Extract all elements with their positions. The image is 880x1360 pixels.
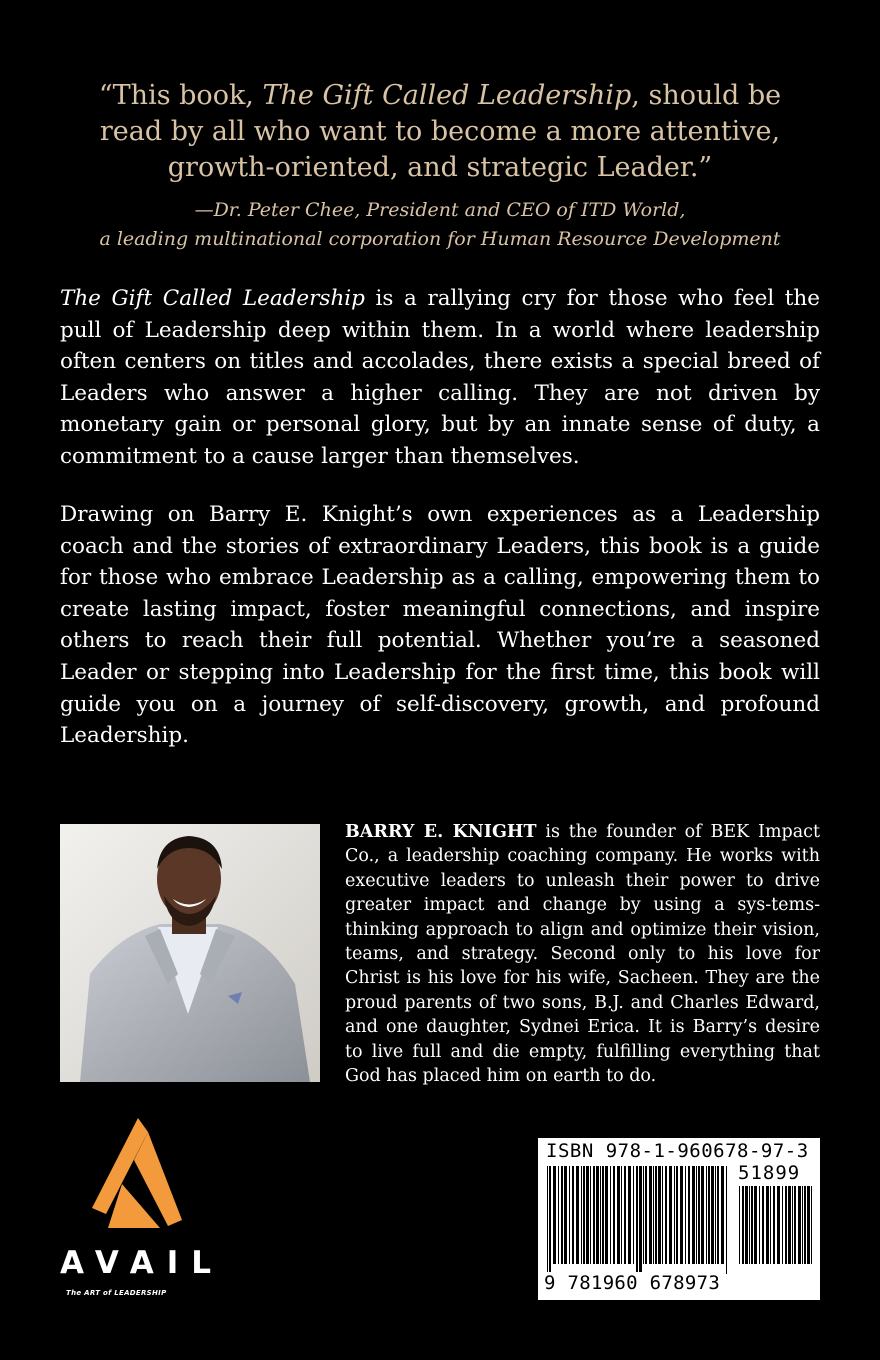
paragraph-text: is a rallying cry for those who feel the pull of Leadership deep within them. In a world where leadership often centers on titles and accolades, there exists a special breed of Leaders who answer a higher calling. They are not driven by monetary gain or personal glory, but by an innate sense of duty, a commitment to a cause larger than themselves. — [60, 286, 820, 469]
barcode-digits: 9 781960 678973 — [544, 1272, 721, 1294]
isbn-barcode — [538, 1138, 820, 1300]
price-code: 51899 — [738, 1162, 801, 1184]
book-title: The Gift Called Leadership — [60, 286, 365, 311]
quote-text: , should be — [631, 80, 782, 111]
quote-book-title: The Gift Called Leadership — [262, 80, 632, 111]
author-bio — [345, 820, 820, 1088]
bio-text: is the founder of BEK Impact Co., a leadership coaching company. He works with executive leaders to unleash their power to drive greater impact and change by using a sys-tems-thinking approach to align and optimize their vision, teams, and strategy. Second only to his love for Christ is his love for his wife, Sacheen. They are the proud parents of two sons, B.J. and Charles Edward, and one daughter, Sydnei Erica. It is Barry’s desire to live full and die empty, fulfilling everything that God has placed him on earth to do. — [345, 822, 821, 1087]
addon-barcode-bars — [738, 1186, 814, 1274]
quote-attribution — [40, 196, 840, 254]
author-photo — [60, 824, 320, 1082]
attribution-line: a leading multinational corporation for Human Resource Development — [99, 228, 781, 250]
ean-barcode-bars — [546, 1166, 731, 1274]
quote-text: growth-oriented, and strategic Leader.” — [167, 152, 713, 183]
description-paragraph-1 — [60, 283, 820, 473]
isbn-label: ISBN 978-1-960678-97-3 — [546, 1140, 809, 1162]
quote-text: read by all who want to become a more attentive, — [99, 116, 781, 147]
avail-mark-icon — [60, 1118, 220, 1243]
attribution-line: —Dr. Peter Chee, President and CEO of ITD World, — [194, 199, 686, 221]
publisher-tagline: The ART of LEADERSHIP — [66, 1289, 167, 1297]
author-name: BARRY E. KNIGHT — [345, 822, 537, 842]
endorsement-quote — [40, 78, 840, 186]
description-paragraph-2: Drawing on Barry E. Knight’s own experiences as a Leadership coach and the stories of extraordinary Leaders, this book is a guide for those who embrace Leadership as a calling, empowering them to create lasting impact, foster meaningful connections, and inspire others to reach their full potential. Whether you’re a seasoned Leader or stepping into Leadership for the first time, this book will guide you on a journey of self-discovery, growth, and profound Leadership. — [60, 502, 820, 749]
publisher-name: AVAIL — [60, 1245, 225, 1281]
quote-text: “This book, — [98, 80, 263, 111]
